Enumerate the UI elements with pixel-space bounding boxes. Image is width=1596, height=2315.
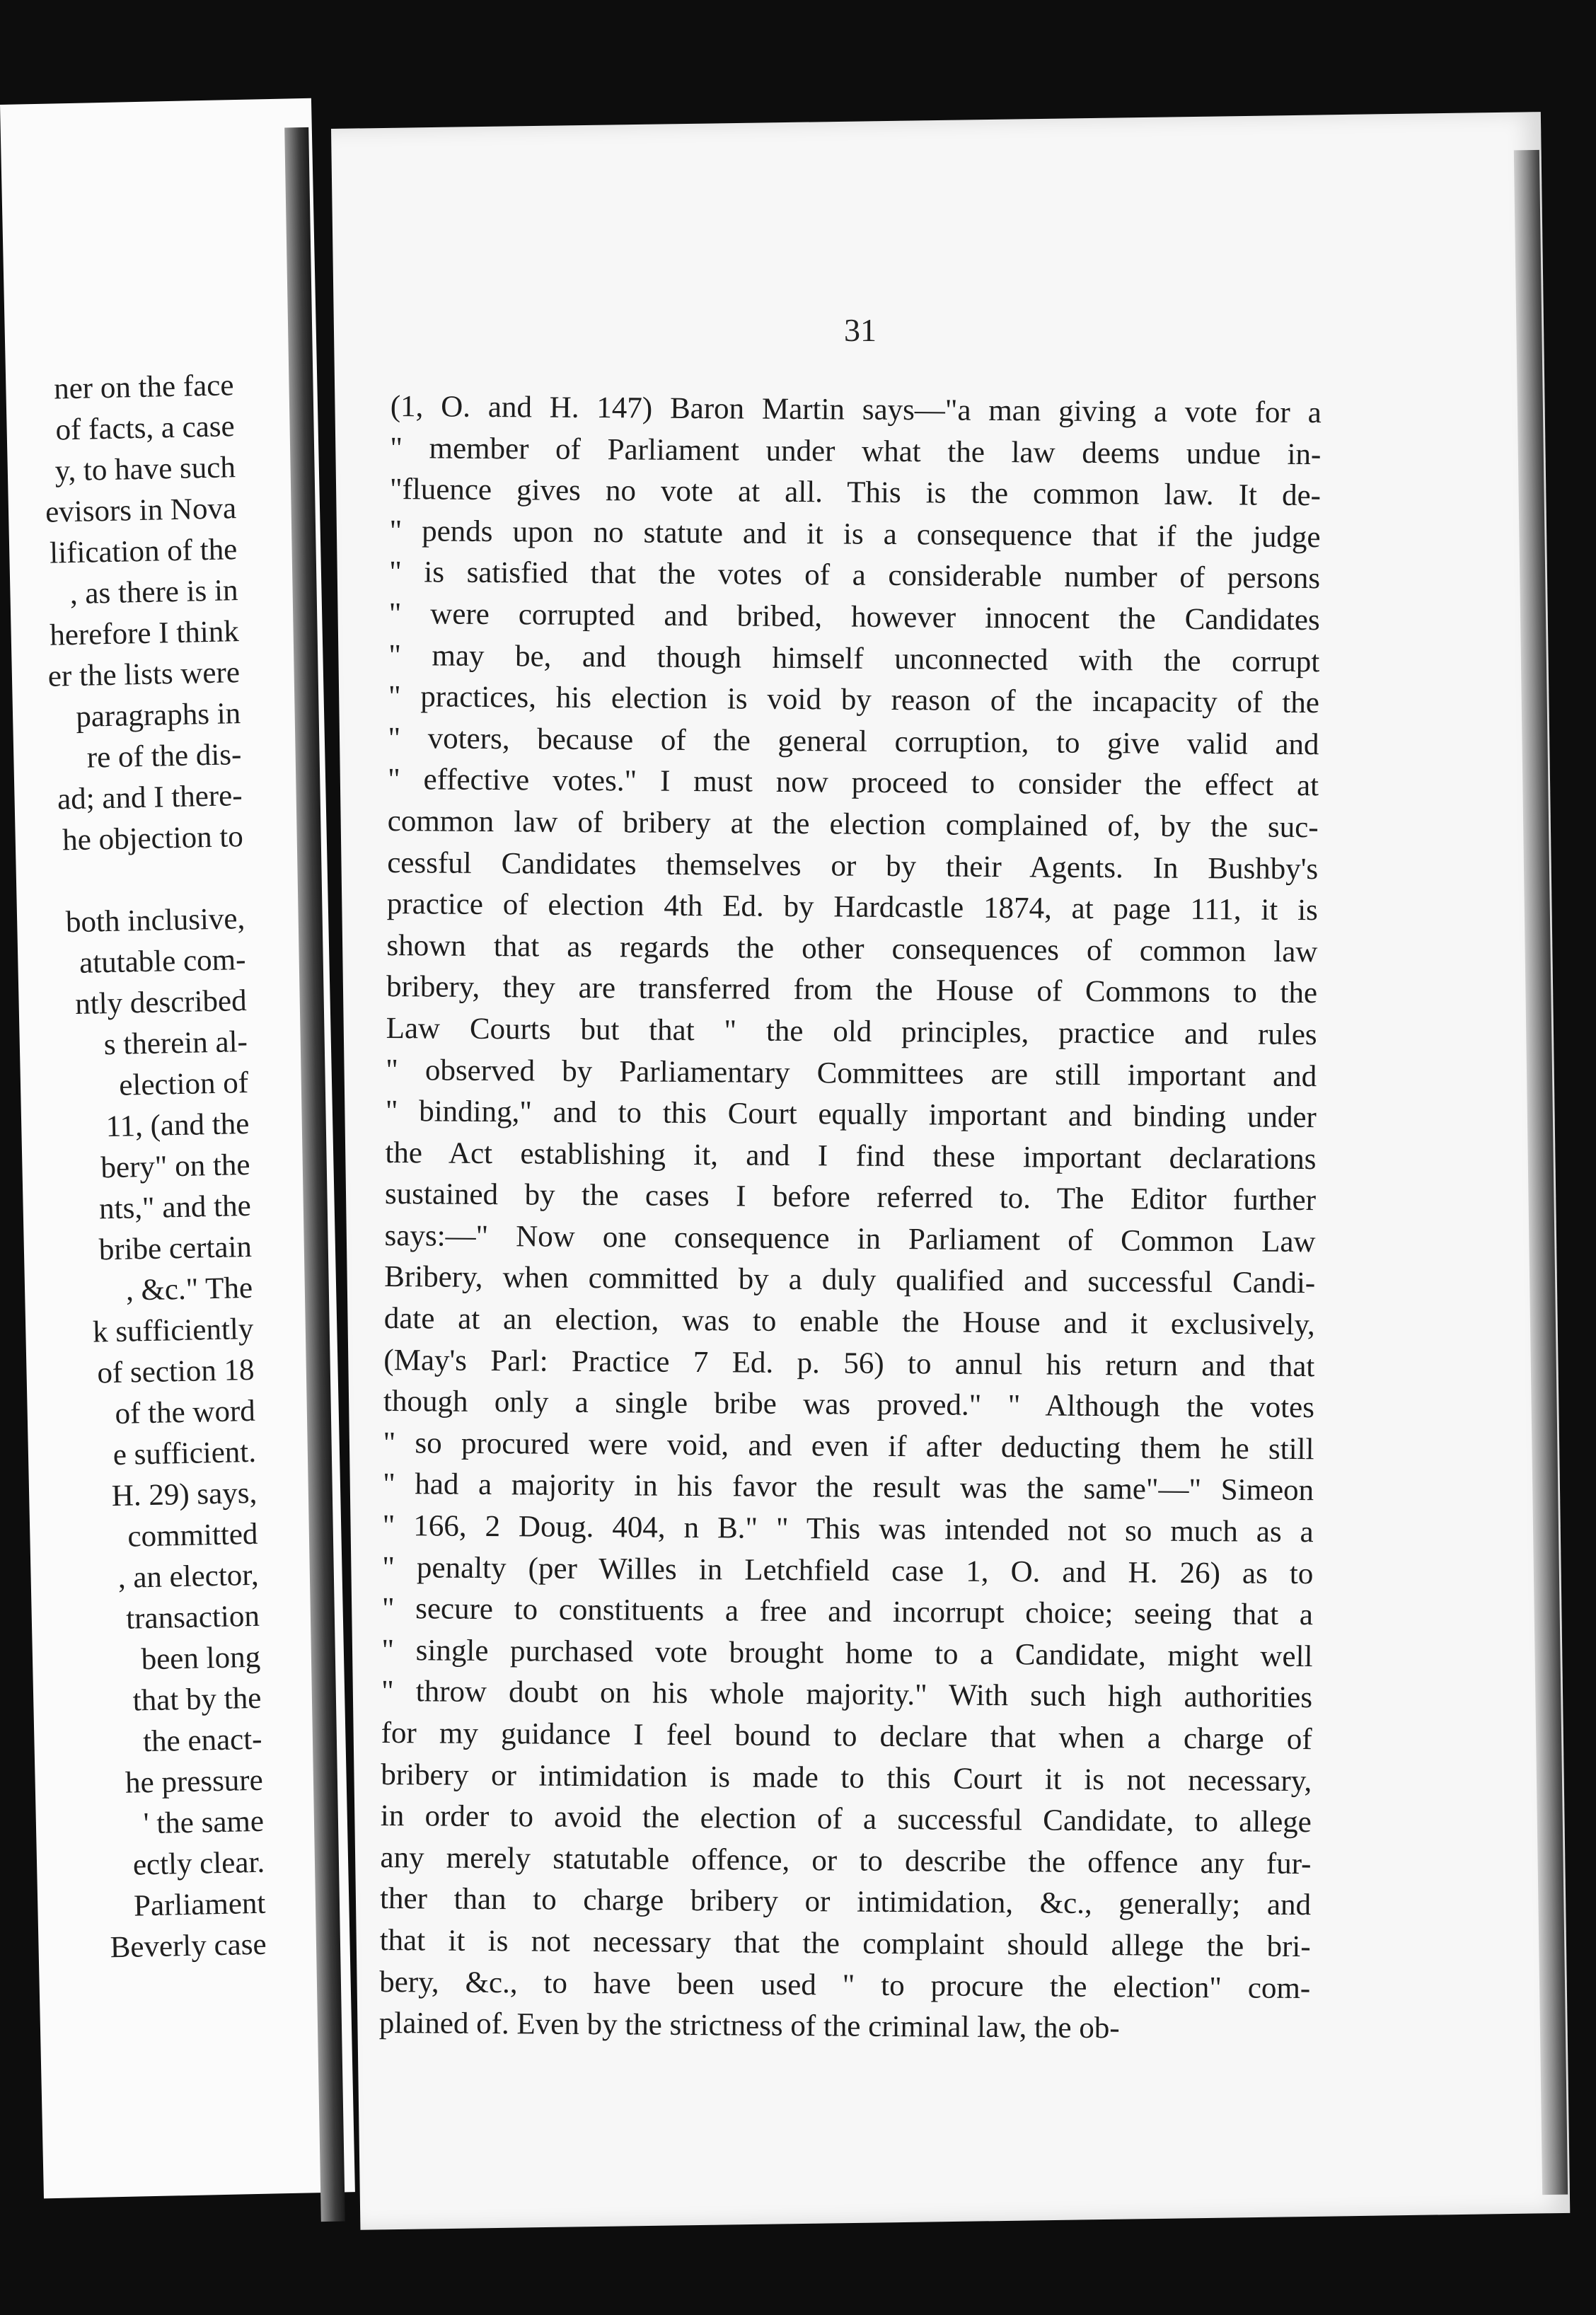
left-page-line: , &c." The: [125, 1271, 253, 1307]
left-page-line: ' the same: [143, 1804, 265, 1841]
text-line: bribery, they are transferred from the House of Commons to the: [386, 970, 1318, 1010]
text-line: common law of bribery at the election complained of, by the suc-: [387, 804, 1319, 845]
text-line: " penalty (per Willes in Letchfield case 1, O. and H. 26) as to: [382, 1550, 1314, 1591]
text-line: any merely statutable offence, or to describe the offence any fur-: [380, 1840, 1312, 1881]
text-line: "fluence gives no vote at all. This is the common law. It de-: [389, 473, 1322, 513]
text-line: though only a single bribe was proved." " Although the votes: [383, 1385, 1315, 1425]
text-line: " binding," and to this Court equally important and binding under: [385, 1095, 1317, 1135]
left-page-line: of facts, a case: [55, 410, 236, 447]
left-page-line: herefore I think: [49, 615, 240, 652]
left-page-line: nts," and the: [98, 1189, 252, 1226]
left-page-line: 11, (and the: [105, 1107, 250, 1144]
left-page-line: lification of the: [49, 533, 238, 570]
left-page-line: re of the dis-: [86, 738, 242, 775]
text-line: " throw doubt on his whole majority." With such high authorities: [381, 1675, 1313, 1715]
left-page-line: ad; and I there-: [57, 779, 243, 816]
left-page-line: k sufficiently: [92, 1312, 254, 1349]
text-line: in order to avoid the election of a successful Candidate, to allege: [380, 1799, 1312, 1840]
left-page-line: bery" on the: [100, 1148, 250, 1185]
text-line: sustained by the cases I before referred to. The Editor further: [384, 1177, 1317, 1218]
text-line: bery, &c., to have been used " to procure the election" com-: [379, 1965, 1311, 2005]
text-line: date at an election, was to enable the House and it exclusively,: [383, 1302, 1315, 1342]
text-line: cessful Candidates themselves or by their Agents. In Bushby's: [387, 845, 1319, 886]
text-line: " is satisfied that the votes of a considerable number of persons: [389, 555, 1321, 596]
left-page-line: er the lists were: [47, 656, 241, 693]
left-page-text: [0, 365, 267, 1974]
text-line: bribery or intimidation is made to this Court it is not necessary,: [381, 1757, 1312, 1798]
left-page-line: atutable com-: [79, 942, 246, 980]
text-line: " were corrupted and bribed, however innocent the Candidates: [388, 596, 1320, 637]
left-page-line: he objection to: [62, 820, 244, 858]
text-line: " practices, his election is void by reason of the incapacity of the: [388, 680, 1320, 720]
left-page-line: s therein al-: [103, 1024, 248, 1062]
text-line: (1, O. and H. 147) Baron Martin says—"a man giving a vote for a: [390, 389, 1322, 430]
text-line: says:—" Now one consequence in Parliament of Common Law: [384, 1218, 1316, 1259]
text-line: practice of election 4th Ed. by Hardcastle 1874, at page 111, it is: [386, 887, 1319, 928]
left-page-line: both inclusive,: [65, 902, 245, 940]
left-page-line: committed: [127, 1517, 258, 1554]
text-line: that it is not necessary that the complaint should allege the bri-: [379, 1923, 1311, 1964]
left-page-line: been long: [141, 1640, 261, 1677]
left-page-line: of the word: [115, 1394, 256, 1431]
left-page-line: ntly described: [74, 983, 248, 1022]
text-line: shown that as regards the other consequences of common law: [386, 928, 1318, 969]
text-line: " may be, and though himself unconnected with the corrupt: [388, 638, 1320, 679]
text-line: " observed by Parliamentary Committees are still important and: [386, 1053, 1317, 1093]
text-line: ther than to charge bribery or intimidation, &c., generally; and: [379, 1882, 1312, 1922]
text-line: Law Courts but that " the old principles, practice and rules: [386, 1011, 1317, 1052]
left-page-line: that by the: [132, 1681, 262, 1718]
left-page-line: H. 29) says,: [111, 1476, 258, 1513]
left-page-line: Beverly case: [110, 1927, 267, 1965]
left-page-line: e sufficient.: [112, 1435, 257, 1472]
main-text-body: [379, 386, 1322, 2051]
text-line: the Act establishing it, and I find these important declarations: [385, 1136, 1317, 1176]
text-line: " voters, because of the general corruption, to give valid and: [388, 721, 1319, 761]
left-page-line: of section 18: [96, 1353, 255, 1390]
left-page-line: transaction: [125, 1599, 260, 1636]
text-line: " so procured were void, and even if after deducting them he still: [383, 1426, 1314, 1466]
left-page-line: bribe certain: [98, 1230, 253, 1267]
left-page-line: y, to have such: [54, 451, 236, 488]
left-page-line: paragraphs in: [75, 697, 241, 734]
text-line: plained of. Even by the strictness of the criminal law, the ob-: [378, 2007, 1120, 2045]
left-page-line: he pressure: [125, 1763, 264, 1800]
text-line: " effective votes." I must now proceed to consider the effect at: [387, 763, 1319, 803]
text-line: " pends upon no statute and it is a consequence that if the judge: [389, 514, 1321, 554]
text-line: " member of Parliament under what the law deems undue in-: [390, 431, 1322, 471]
page-number: 31: [844, 312, 877, 348]
left-page-line: , an elector,: [117, 1558, 260, 1595]
left-page-line: evisors in Nova: [45, 492, 237, 529]
left-page-line: Parliament: [133, 1886, 266, 1923]
text-line: " 166, 2 Doug. 404, n B." " This was intended not so much as a: [382, 1508, 1314, 1549]
text-line: for my guidance I feel bound to declare that when a charge of: [381, 1716, 1312, 1757]
left-page-line: ner on the face: [53, 369, 234, 406]
left-page-line: , as there is in: [69, 574, 238, 611]
left-page-line: the enact-: [142, 1722, 262, 1759]
left-page-line: ectly clear.: [132, 1845, 265, 1882]
text-line: " secure to constituents a free and incorrupt choice; seeing that a: [381, 1592, 1314, 1632]
text-line: (May's Parl: Practice 7 Ed. p. 56) to annul his return and that: [383, 1343, 1315, 1383]
text-line: " single purchased vote brought home to a Candidate, might well: [381, 1633, 1313, 1673]
left-page-line: election of: [118, 1066, 249, 1102]
text-line: " had a majority in his favor the result was the same"—" Simeon: [383, 1467, 1314, 1508]
text-line: Bribery, when committed by a duly qualified and successful Candi-: [384, 1260, 1316, 1300]
